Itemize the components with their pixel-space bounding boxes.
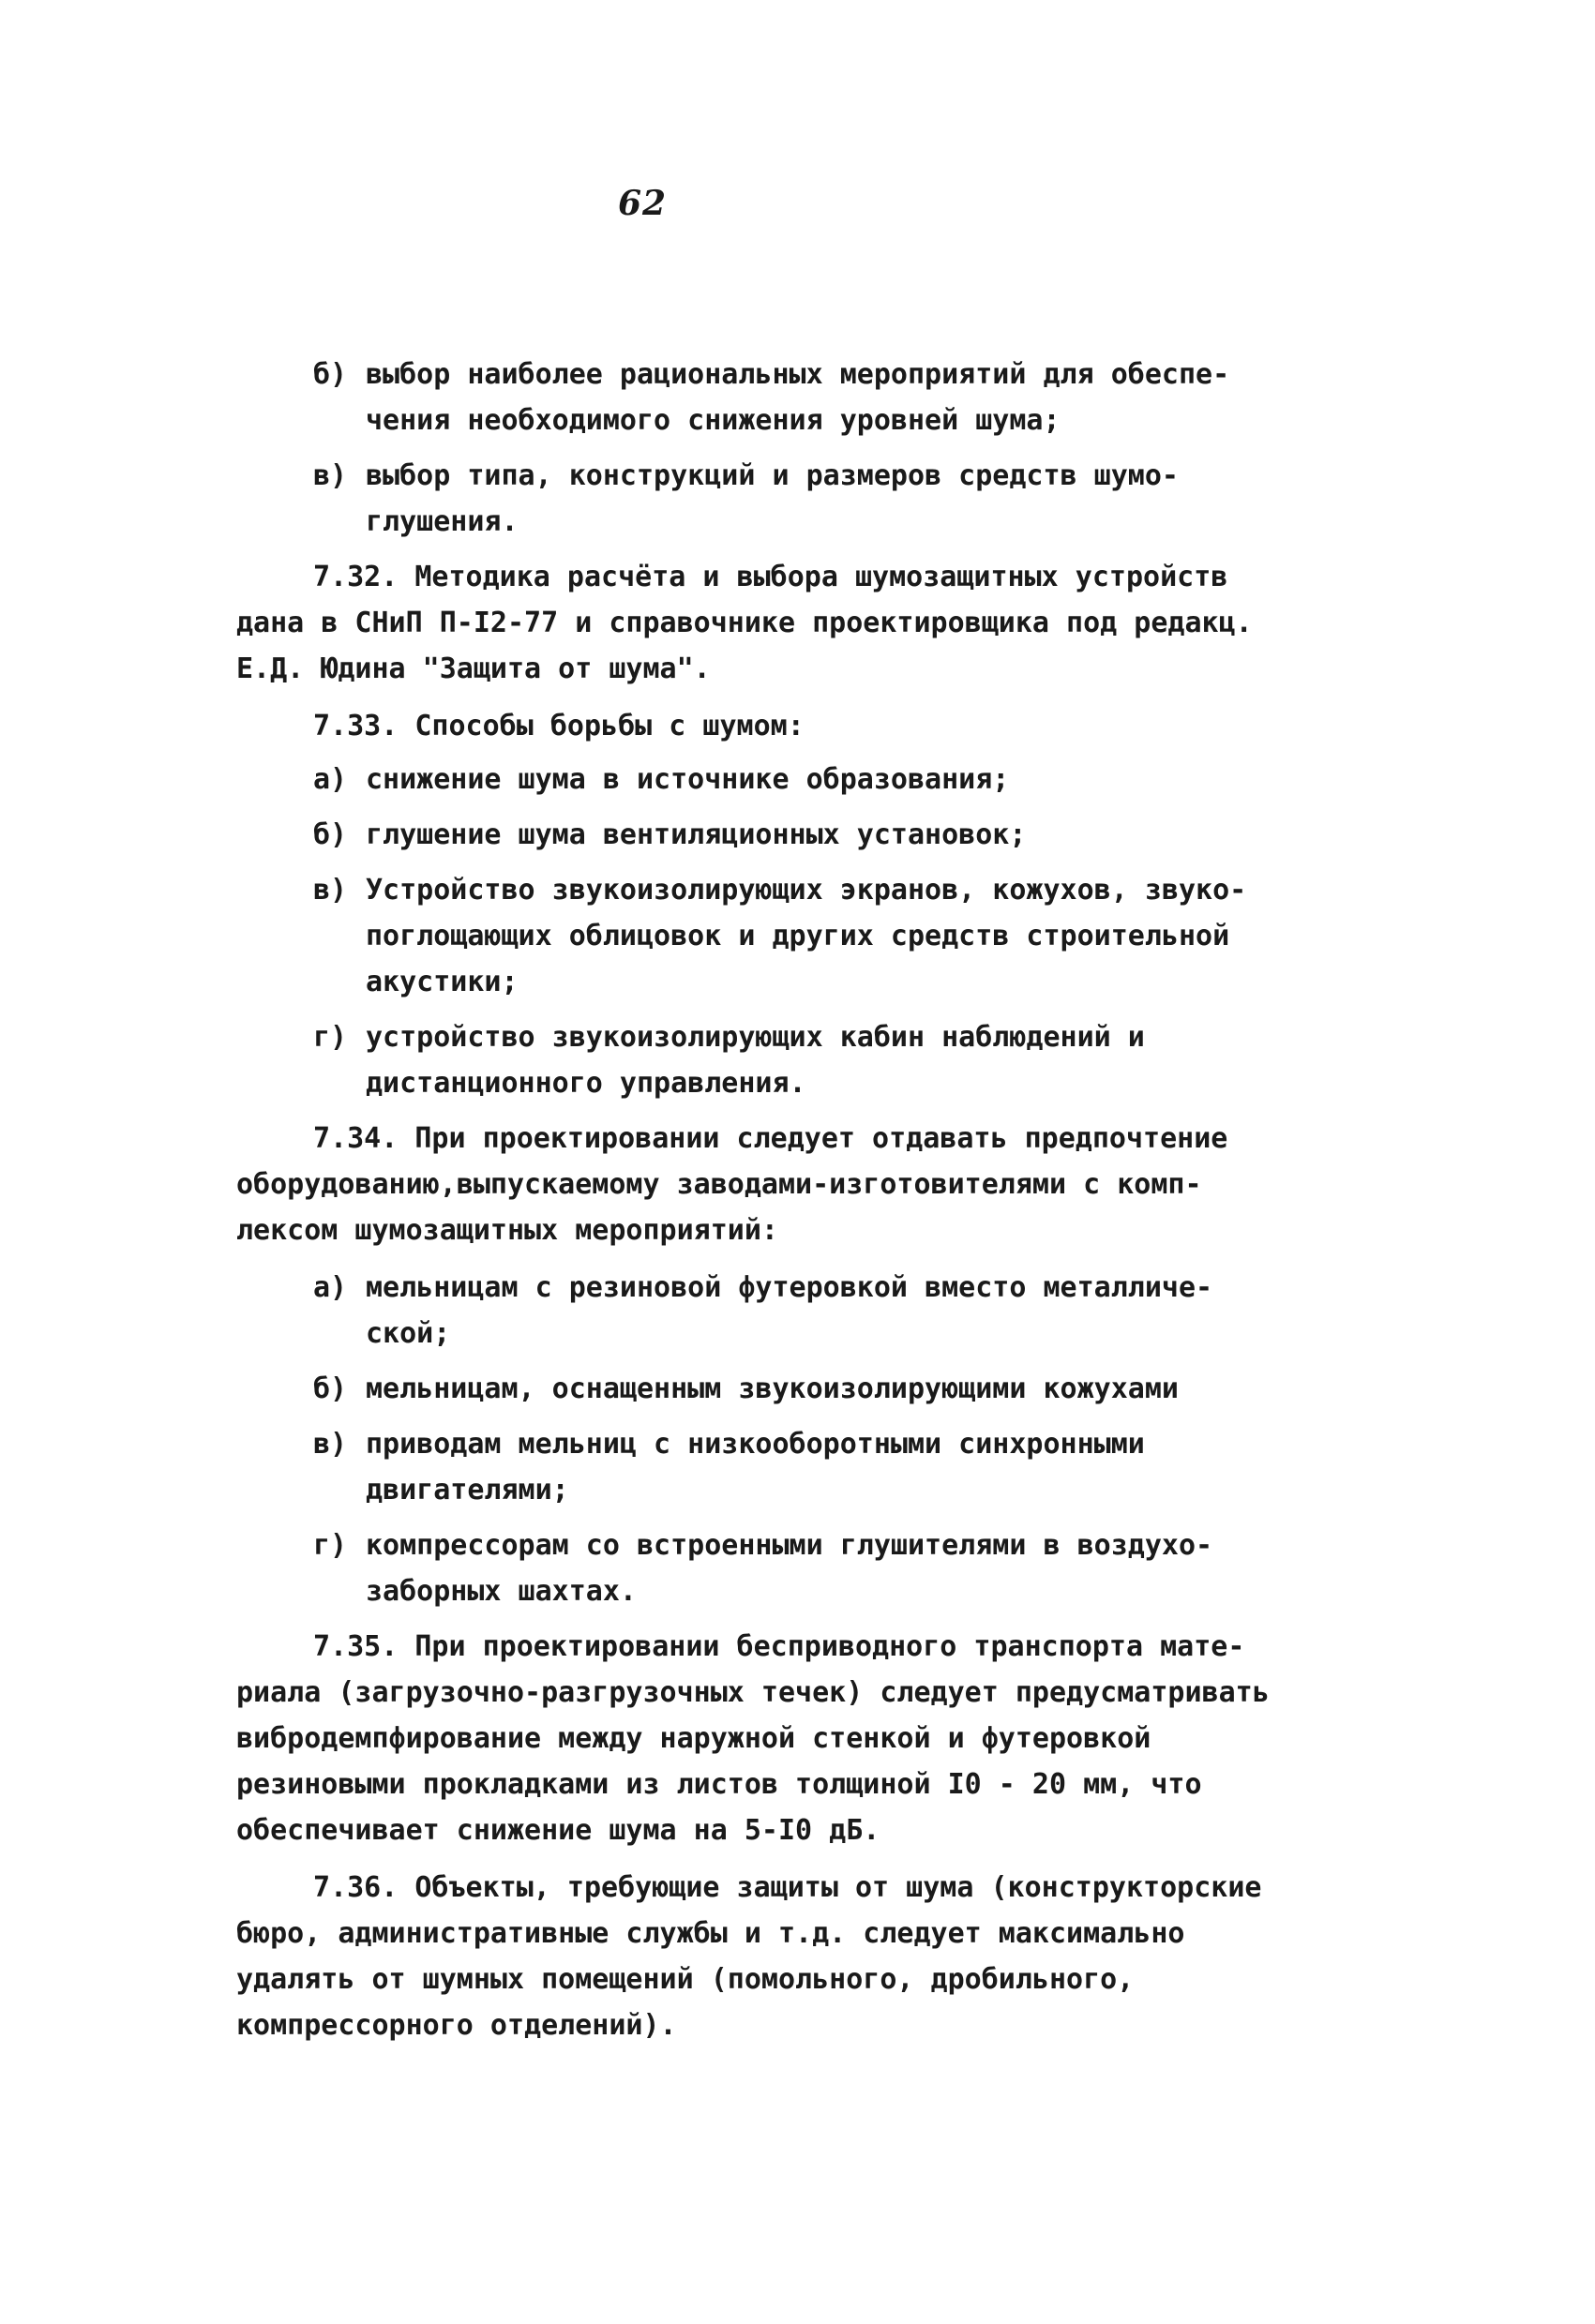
list-item-text: приводам мельниц с низкооборотными синхронными двигателями; <box>366 1428 1145 1507</box>
paragraph-7-32: 7.32. Методика расчёта и выбора шумозащитных устройств дана в СНиП П-I2-77 и справочнике проектировщика под редакц. Е.Д. Юдина "Защита от шума". <box>236 561 1253 685</box>
paragraph-7-34: 7.34. При проектировании следует отдавать предпочтение оборудованию,выпускаемому заводами-изготовителями с комп- лексом шумозащитных мероприятий: <box>236 1122 1228 1247</box>
list-item <box>313 757 1352 802</box>
list-item <box>313 1265 1352 1357</box>
list-item <box>313 453 1352 545</box>
list-item-text: мельницам с резиновой футеровкой вместо металличе- ской; <box>366 1271 1213 1350</box>
list-marker: б) <box>313 818 348 851</box>
list-marker: б) <box>313 1372 348 1405</box>
list-marker: а) <box>313 763 348 796</box>
list-item-text: устройство звукоизолирующих кабин наблюдений и дистанционного управления. <box>366 1021 1145 1100</box>
list-marker: г) <box>313 1021 348 1054</box>
list-item-text: мельницам, оснащенным звукоизолирующими кожухами <box>366 1372 1179 1405</box>
list-item-text: компрессорам со встроенными глушителями в воздухо- заборных шахтах. <box>366 1529 1213 1608</box>
list-marker: г) <box>313 1529 348 1562</box>
list-item <box>313 812 1352 858</box>
list-marker: в) <box>313 1428 348 1461</box>
list-item <box>313 1014 1352 1106</box>
list-item-text: снижение шума в источнике образования; <box>366 763 1010 796</box>
paragraph-7-36: 7.36. Объекты, требующие защиты от шума (конструкторские бюро, административные службы и т.д. следует максимально удалять от шумных помещений (помольного, дробильного, компрессорного отделений). <box>236 1871 1262 2042</box>
document-body <box>236 352 1352 2060</box>
list-item <box>313 1522 1352 1614</box>
list-marker: в) <box>313 459 348 492</box>
page-number: 62 <box>617 184 668 223</box>
list-item-text: Устройство звукоизолирующих экранов, кожухов, звуко- поглощающих облицовок и других средств строительной акустики; <box>366 874 1247 998</box>
list-item <box>313 867 1352 1005</box>
list-marker: а) <box>313 1271 348 1304</box>
list-item-text: выбор наиболее рациональных мероприятий для обеспе- чения необходимого снижения уровней шума; <box>366 358 1230 437</box>
paragraph-7-33-heading: 7.33. Способы борьбы с шумом: <box>313 710 805 742</box>
list-item-text: глушение шума вентиляционных установок; <box>366 818 1027 851</box>
list-item <box>313 1421 1352 1513</box>
list-marker: б) <box>313 358 348 391</box>
list-marker: в) <box>313 874 348 907</box>
paragraph-7-35: 7.35. При проектировании бесприводного транспорта мате- риала (загрузочно-разгрузочных течек) следует предусматривать вибродемпфирование между наружной стенкой и футеровкой резиновыми прокладками из листов толщиной I0 - 20 мм, что обеспечивает снижение шума на 5-I0 дБ. <box>236 1630 1270 1847</box>
list-item-text: выбор типа, конструкций и размеров средств шумо- глушения. <box>366 459 1179 538</box>
list-item <box>313 352 1352 443</box>
list-item <box>313 1366 1352 1412</box>
